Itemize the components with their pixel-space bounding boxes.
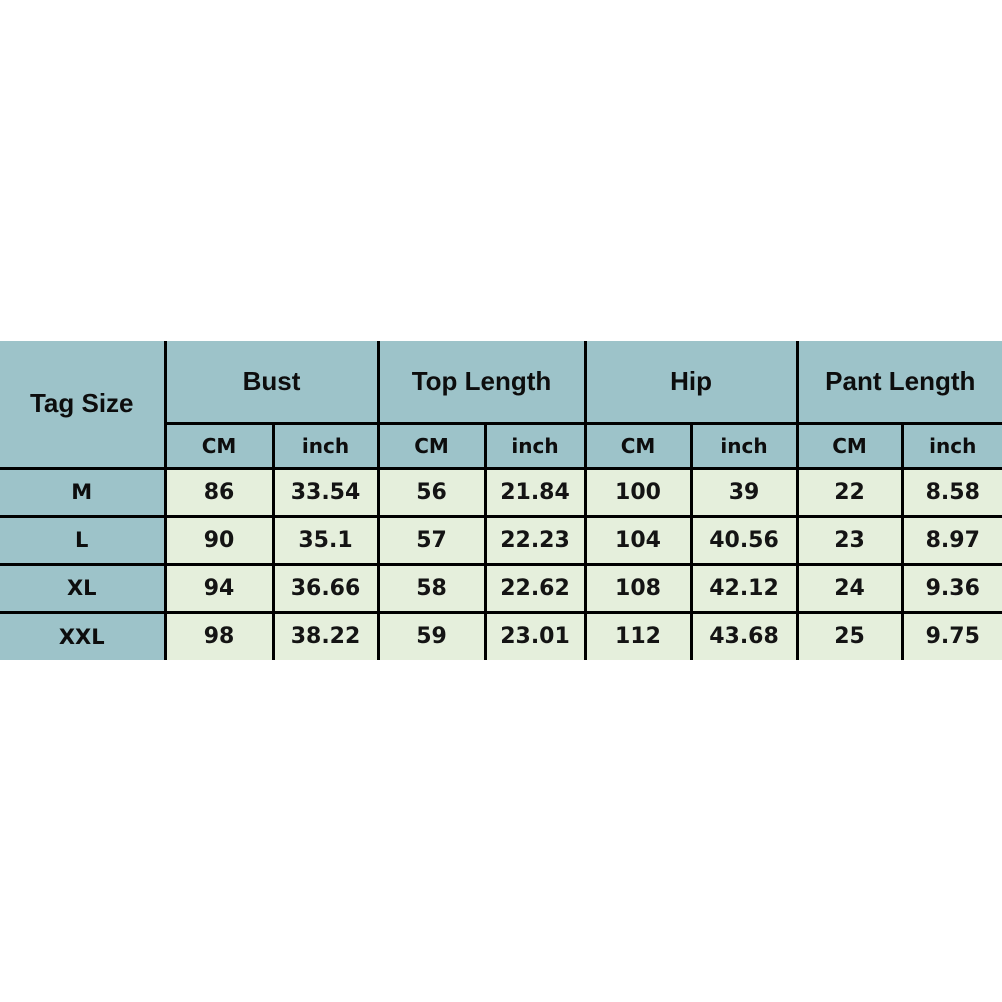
cell-value: 112 <box>585 612 691 660</box>
size-chart-table <box>0 341 1002 660</box>
cell-value: 24 <box>797 564 902 612</box>
row-label-size: XL <box>0 564 165 612</box>
cell-value: 90 <box>165 516 273 564</box>
cell-value: 9.75 <box>902 612 1002 660</box>
cell-value: 39 <box>691 468 797 516</box>
cell-value: 104 <box>585 516 691 564</box>
cell-value: 58 <box>378 564 485 612</box>
cell-value: 21.84 <box>485 468 585 516</box>
group-header-pant-length: Pant Length <box>797 341 1002 423</box>
cell-value: 35.1 <box>273 516 378 564</box>
cell-value: 8.97 <box>902 516 1002 564</box>
cell-value: 22.23 <box>485 516 585 564</box>
cell-value: 56 <box>378 468 485 516</box>
cell-value: 86 <box>165 468 273 516</box>
row-label-size: XXL <box>0 612 165 660</box>
row-label-size: L <box>0 516 165 564</box>
table-row <box>0 564 1002 612</box>
cell-value: 36.66 <box>273 564 378 612</box>
group-header-bust: Bust <box>165 341 378 423</box>
cell-value: 9.36 <box>902 564 1002 612</box>
unit-header-cm: CM <box>585 423 691 468</box>
unit-header-cm: CM <box>797 423 902 468</box>
cell-value: 38.22 <box>273 612 378 660</box>
unit-header-inch: inch <box>902 423 1002 468</box>
row-label-size: M <box>0 468 165 516</box>
unit-header-inch: inch <box>273 423 378 468</box>
corner-header-tag-size: Tag Size <box>0 341 165 468</box>
cell-value: 33.54 <box>273 468 378 516</box>
cell-value: 94 <box>165 564 273 612</box>
unit-header-cm: CM <box>165 423 273 468</box>
group-header-top-length: Top Length <box>378 341 585 423</box>
cell-value: 42.12 <box>691 564 797 612</box>
cell-value: 22.62 <box>485 564 585 612</box>
cell-value: 98 <box>165 612 273 660</box>
cell-value: 8.58 <box>902 468 1002 516</box>
cell-value: 108 <box>585 564 691 612</box>
table-row <box>0 516 1002 564</box>
unit-header-inch: inch <box>691 423 797 468</box>
cell-value: 100 <box>585 468 691 516</box>
table-row <box>0 612 1002 660</box>
group-header-hip: Hip <box>585 341 797 423</box>
cell-value: 57 <box>378 516 485 564</box>
cell-value: 23 <box>797 516 902 564</box>
cell-value: 40.56 <box>691 516 797 564</box>
cell-value: 43.68 <box>691 612 797 660</box>
cell-value: 23.01 <box>485 612 585 660</box>
unit-header-inch: inch <box>485 423 585 468</box>
cell-value: 59 <box>378 612 485 660</box>
cell-value: 25 <box>797 612 902 660</box>
table-row <box>0 468 1002 516</box>
cell-value: 22 <box>797 468 902 516</box>
unit-header-cm: CM <box>378 423 485 468</box>
